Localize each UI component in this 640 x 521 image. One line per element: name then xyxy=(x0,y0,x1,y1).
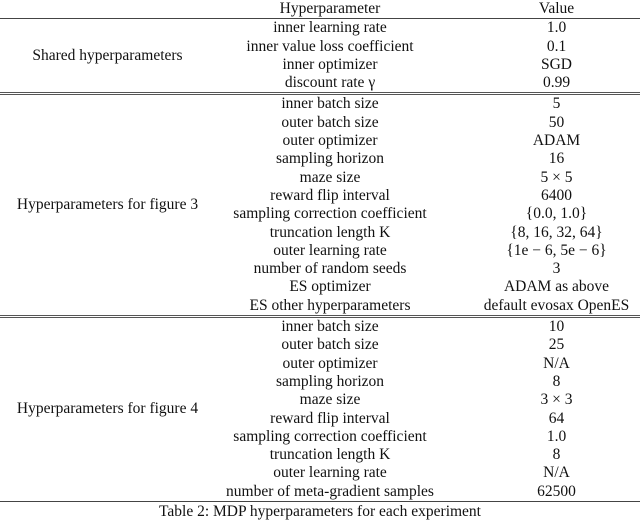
hyperparameter-name: ES other hyperparameters xyxy=(249,296,411,314)
hyperparameter-name: discount rate γ xyxy=(284,74,376,92)
hyperparameter-name: reward flip interval xyxy=(270,409,390,427)
group-2 xyxy=(0,317,640,502)
table-row xyxy=(0,19,640,38)
hyperparameter-name: maze size xyxy=(299,391,361,409)
hyperparameter-value: 3 xyxy=(552,260,561,278)
hyperparameter-name: outer optimizer xyxy=(282,132,378,150)
hyperparameter-value: 25 xyxy=(548,336,565,354)
hyperparameter-name: truncation length K xyxy=(269,223,391,241)
hyperparameter-name: maze size xyxy=(299,168,361,186)
hyperparameter-name: inner optimizer xyxy=(282,55,378,73)
hyperparameter-name: number of meta-gradient samples xyxy=(226,482,434,500)
hyperparameter-name: number of random seeds xyxy=(253,260,407,278)
hyperparameter-value: 50 xyxy=(548,113,565,131)
group-0 xyxy=(0,19,640,94)
hyperparameter-name: ES optimizer xyxy=(289,278,371,296)
hyperparameter-name: sampling correction coefficient xyxy=(233,427,427,445)
hyperparameter-name: truncation length K xyxy=(269,446,391,464)
hyperparameter-value: 5 × 5 xyxy=(540,168,573,186)
hyperparameter-value: 10 xyxy=(548,318,565,336)
hyperparameter-name: outer optimizer xyxy=(282,354,378,372)
hyperparameter-name: outer learning rate xyxy=(273,241,387,259)
hyperparameter-value: default evosax OpenES xyxy=(483,296,630,314)
group-1 xyxy=(0,94,640,317)
hyperparameter-value: 62500 xyxy=(537,482,576,500)
group-label: Hyperparameters for figure 3 xyxy=(16,196,199,214)
hyperparameter-value: 5 xyxy=(552,95,561,113)
header-value: Value xyxy=(538,0,575,17)
hyperparameter-name: inner value loss coefficient xyxy=(246,37,414,55)
hyperparameter-value: 8 xyxy=(552,372,561,390)
hyperparameter-name: sampling correction coefficient xyxy=(233,205,427,223)
hyperparameter-name: reward flip interval xyxy=(270,186,390,204)
hyperparameter-name: inner batch size xyxy=(281,318,379,336)
header-hyperparameter: Hyperparameter xyxy=(279,0,381,17)
hyperparameter-value: {8, 16, 32, 64} xyxy=(510,223,603,241)
hyperparameter-value: ADAM xyxy=(532,132,581,150)
header-row xyxy=(0,0,640,19)
hyperparameter-value: 0.99 xyxy=(542,74,571,92)
hyperparameter-name: outer learning rate xyxy=(273,464,387,482)
hyperparameter-value: SGD xyxy=(540,55,572,73)
group-label: Shared hyperparameters xyxy=(32,46,183,64)
hyperparameter-name: sampling horizon xyxy=(275,150,385,168)
hyperparameter-name: inner learning rate xyxy=(273,19,387,37)
hyperparameter-name: outer batch size xyxy=(281,113,379,131)
hyperparameter-value: 1.0 xyxy=(546,19,567,37)
hyperparameter-value: 6400 xyxy=(541,186,572,204)
caption: Table 2: MDP hyperparameters for each experiment xyxy=(159,503,481,521)
group-label: Hyperparameters for figure 4 xyxy=(16,400,199,418)
table-row xyxy=(0,317,640,337)
hyperparameter-value: N/A xyxy=(543,354,570,372)
hyperparameter-value: 0.1 xyxy=(546,37,567,55)
hyperparameter-name: outer batch size xyxy=(281,336,379,354)
hyperparameter-name: sampling horizon xyxy=(275,372,385,390)
hyperparameter-name: inner batch size xyxy=(281,95,379,113)
hyperparameter-value: 8 xyxy=(552,446,561,464)
hyperparameter-value: N/A xyxy=(543,464,570,482)
hyperparameter-value: 16 xyxy=(548,150,565,168)
hyperparameter-value: 1.0 xyxy=(546,427,567,445)
hyperparameter-value: {0.0, 1.0} xyxy=(525,205,588,223)
hyperparameter-value: {1e − 6, 5e − 6} xyxy=(506,241,607,259)
hyperparameter-value: 3 × 3 xyxy=(540,391,573,409)
table-row xyxy=(0,94,640,114)
hyperparameter-value: ADAM as above xyxy=(503,278,610,296)
hyperparameter-value: 64 xyxy=(548,409,565,427)
